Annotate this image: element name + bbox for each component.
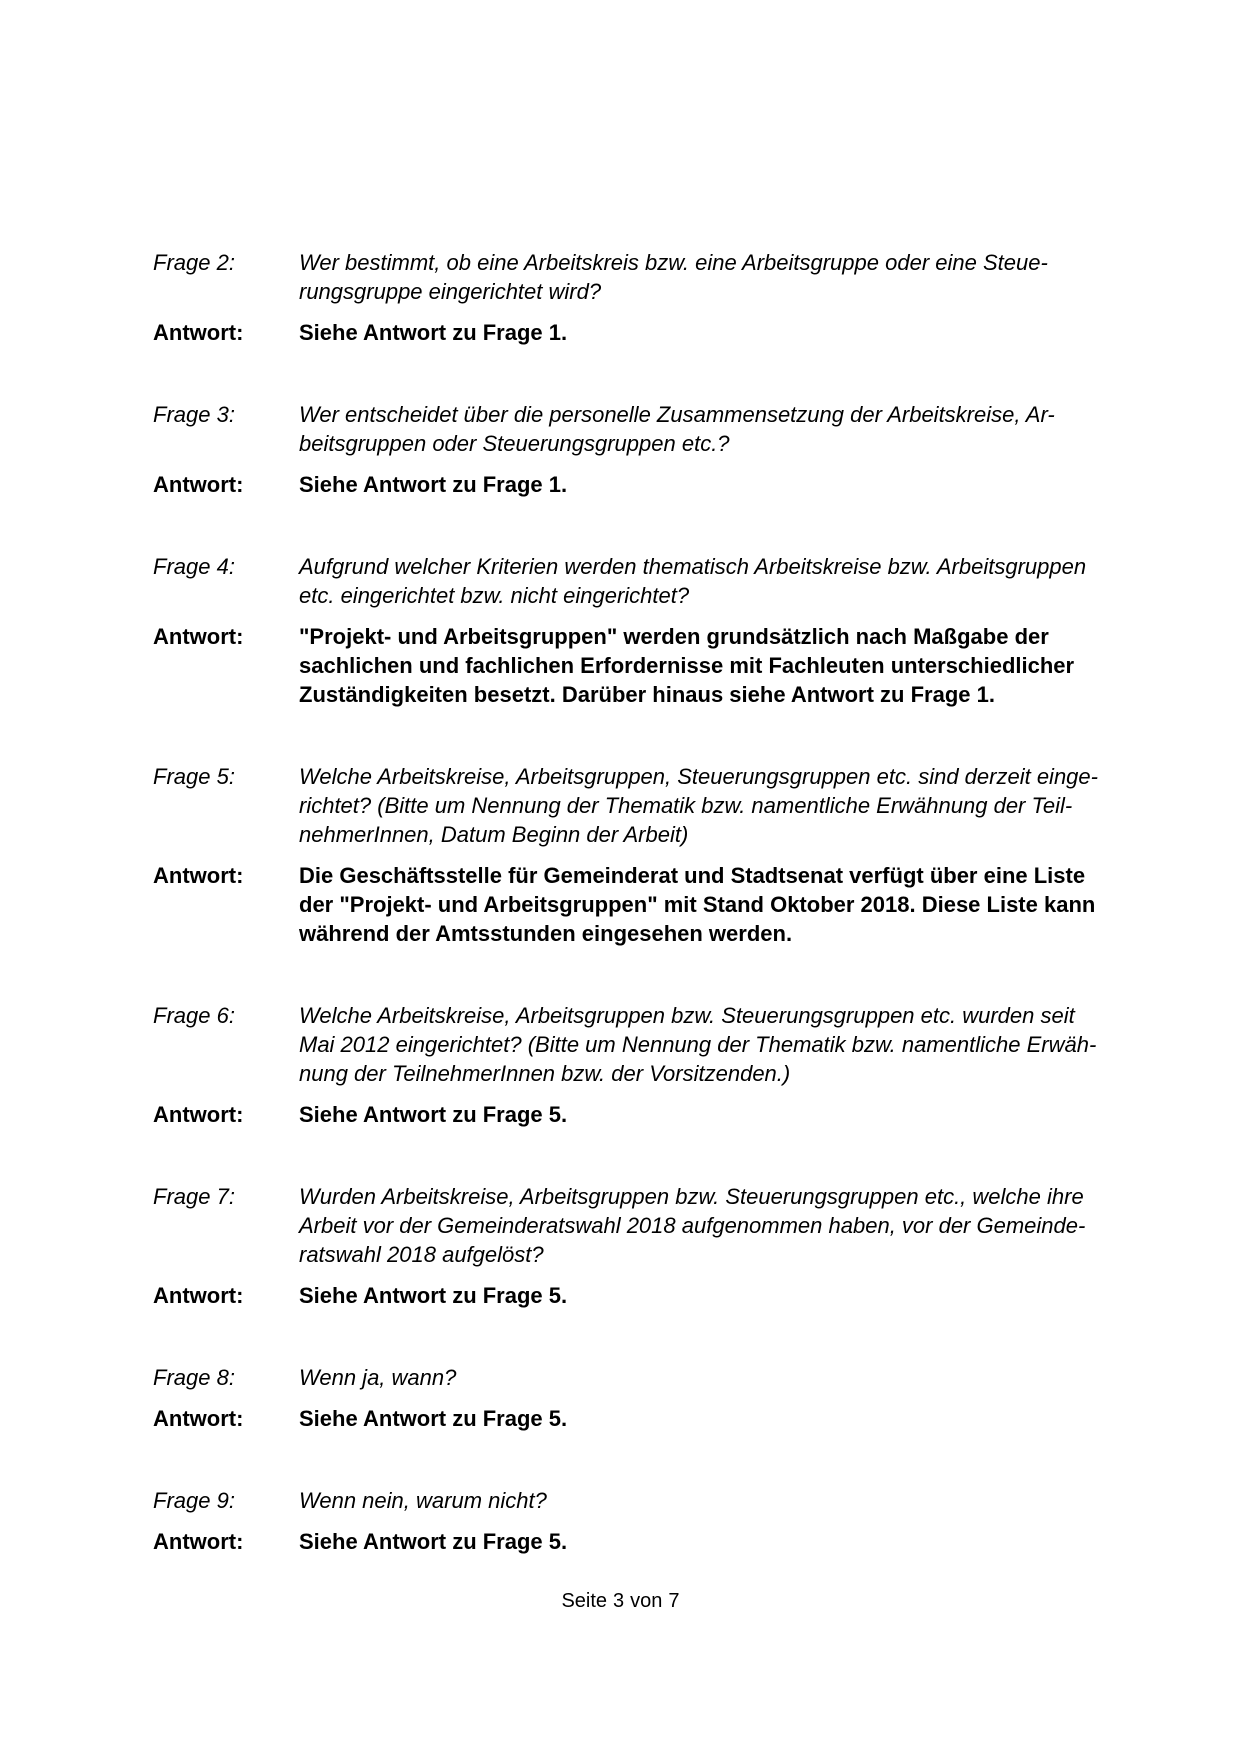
qa-block-6 [153, 1001, 1143, 1129]
question-label: Frage 4: [153, 554, 235, 579]
question-line: beitsgruppen oder Steuerungsgruppen etc.? [299, 431, 730, 456]
current-page-number: 3 [613, 1590, 625, 1612]
answer-text [299, 470, 1143, 499]
question-label: Frage 7: [153, 1184, 235, 1209]
answer-label: Antwort: [153, 863, 244, 888]
answer-line: während der Amtsstunden eingesehen werden. [299, 921, 793, 946]
answer-label: Antwort: [153, 1283, 244, 1308]
answer-text [299, 1404, 1143, 1433]
answer-label: Antwort: [153, 1102, 244, 1127]
question-row [153, 248, 1143, 306]
answer-line: sachlichen und fachlichen Erfordernisse mit Fachleuten unterschiedlicher [299, 653, 1075, 678]
question-line: Wenn ja, wann? [299, 1365, 457, 1390]
question-line: rungsgruppe eingerichtet wird? [299, 279, 602, 304]
page-word: Seite [561, 1590, 608, 1612]
answer-line: Siehe Antwort zu Frage 1. [299, 472, 568, 497]
question-text [299, 248, 1143, 306]
answer-row [153, 318, 1143, 347]
answer-line: Die Geschäftsstelle für Gemeinderat und Stadtsenat verfügt über eine Liste [299, 863, 1086, 888]
answer-label: Antwort: [153, 472, 244, 497]
question-label: Frage 3: [153, 402, 235, 427]
question-line: nehmerInnen, Datum Beginn der Arbeit) [299, 822, 689, 847]
question-line: Welche Arbeitskreise, Arbeitsgruppen, Steuerungsgruppen etc. sind derzeit einge- [299, 764, 1098, 789]
question-line: Wenn nein, warum nicht? [299, 1488, 547, 1513]
qa-block-2 [153, 248, 1143, 347]
answer-text [299, 861, 1143, 948]
answer-line: Siehe Antwort zu Frage 5. [299, 1406, 568, 1431]
question-text [299, 1363, 1143, 1392]
qa-block-4 [153, 552, 1143, 709]
answer-row [153, 1281, 1143, 1310]
question-line: Mai 2012 eingerichtet? (Bitte um Nennung der Thematik bzw. namentliche Erwäh- [299, 1032, 1097, 1057]
answer-row [153, 1404, 1143, 1433]
qa-list [153, 248, 1143, 1609]
answer-row [153, 470, 1143, 499]
answer-label: Antwort: [153, 320, 244, 345]
question-line: Wer entscheidet über die personelle Zusammensetzung der Arbeitskreise, Ar- [299, 402, 1055, 427]
of-word: von [630, 1590, 663, 1612]
question-line: ratswahl 2018 aufgelöst? [299, 1242, 544, 1267]
question-line: nung der TeilnehmerInnen bzw. der Vorsitzenden.) [299, 1061, 791, 1086]
answer-row [153, 622, 1143, 709]
answer-line: "Projekt- und Arbeitsgruppen" werden grundsätzlich nach Maßgabe der [299, 624, 1049, 649]
question-text [299, 400, 1143, 458]
question-label: Frage 8: [153, 1365, 235, 1390]
answer-row [153, 1527, 1143, 1556]
answer-line: Siehe Antwort zu Frage 5. [299, 1102, 568, 1127]
answer-line: Zuständigkeiten besetzt. Darüber hinaus siehe Antwort zu Frage 1. [299, 682, 995, 707]
question-row [153, 1363, 1143, 1392]
answer-text [299, 1527, 1143, 1556]
question-line: Welche Arbeitskreise, Arbeitsgruppen bzw. Steuerungsgruppen etc. wurden seit [299, 1003, 1075, 1028]
answer-line: Siehe Antwort zu Frage 1. [299, 320, 568, 345]
answer-label: Antwort: [153, 1529, 244, 1554]
answer-text [299, 1100, 1143, 1129]
question-text [299, 762, 1143, 849]
question-row [153, 1486, 1143, 1515]
question-text [299, 552, 1143, 610]
question-line: richtet? (Bitte um Nennung der Thematik bzw. namentliche Erwähnung der Teil- [299, 793, 1073, 818]
question-row [153, 400, 1143, 458]
qa-block-7 [153, 1182, 1143, 1310]
question-line: Arbeit vor der Gemeinderatswahl 2018 aufgenommen haben, vor der Gemeinde- [299, 1213, 1086, 1238]
question-row [153, 552, 1143, 610]
question-line: etc. eingerichtet bzw. nicht eingerichtet? [299, 583, 690, 608]
question-row [153, 1001, 1143, 1088]
question-text [299, 1001, 1143, 1088]
answer-line: Siehe Antwort zu Frage 5. [299, 1529, 568, 1554]
question-line: Wurden Arbeitskreise, Arbeitsgruppen bzw. Steuerungsgruppen etc., welche ihre [299, 1184, 1084, 1209]
answer-label: Antwort: [153, 624, 244, 649]
qa-block-8 [153, 1363, 1143, 1433]
question-label: Frage 9: [153, 1488, 235, 1513]
qa-block-5 [153, 762, 1143, 948]
answer-row [153, 1100, 1143, 1129]
answer-line: der "Projekt- und Arbeitsgruppen" mit Stand Oktober 2018. Diese Liste kann [299, 892, 1096, 917]
total-pages-number: 7 [668, 1590, 680, 1612]
question-row [153, 762, 1143, 849]
answer-line: Siehe Antwort zu Frage 5. [299, 1283, 568, 1308]
question-line: Wer bestimmt, ob eine Arbeitskreis bzw. eine Arbeitsgruppe oder eine Steue- [299, 250, 1048, 275]
question-label: Frage 5: [153, 764, 235, 789]
question-label: Frage 2: [153, 250, 235, 275]
question-text [299, 1486, 1143, 1515]
answer-row [153, 861, 1143, 948]
answer-text [299, 318, 1143, 347]
page-footer [0, 1588, 1241, 1614]
qa-block-3 [153, 400, 1143, 499]
question-row [153, 1182, 1143, 1269]
question-label: Frage 6: [153, 1003, 235, 1028]
question-line: Aufgrund welcher Kriterien werden thematisch Arbeitskreise bzw. Arbeitsgruppen [299, 554, 1087, 579]
question-text [299, 1182, 1143, 1269]
answer-text [299, 622, 1143, 709]
answer-text [299, 1281, 1143, 1310]
answer-label: Antwort: [153, 1406, 244, 1431]
qa-block-9 [153, 1486, 1143, 1556]
